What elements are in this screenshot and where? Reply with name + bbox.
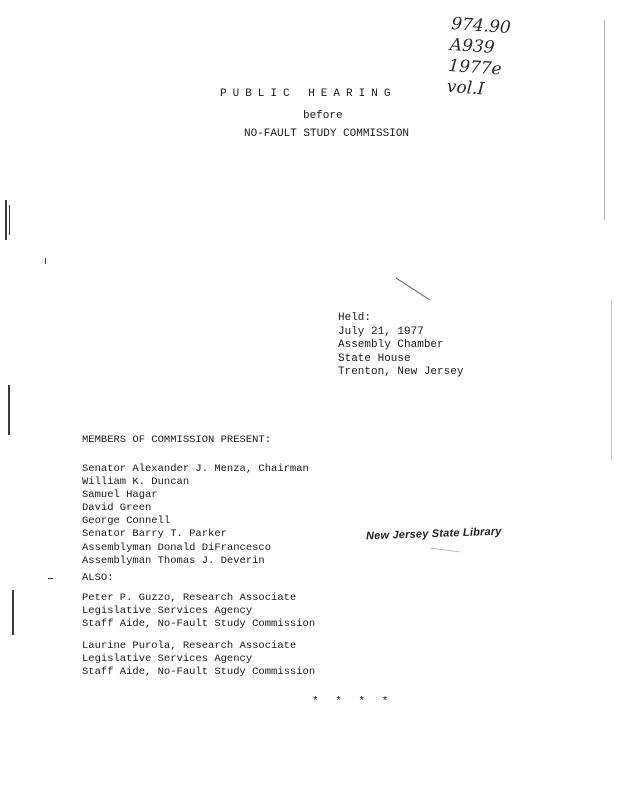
hearing-city: Trenton, New Jersey [338, 366, 464, 378]
end-mark: * * * * [312, 696, 394, 708]
hearing-date: July 21, 1977 [338, 325, 424, 338]
staff-entry [82, 640, 315, 679]
held-label: Held: [338, 312, 372, 324]
member-name: Senator Alexander J. Menza, Chairman [82, 463, 309, 475]
staff-role: Staff Aide, No-Fault Study Commission [82, 618, 316, 631]
hearing-place: Assembly Chamber [338, 339, 444, 351]
handwritten-line: 974.90 [450, 14, 512, 39]
staff-name: Laurine Purola, Research Associate [82, 640, 297, 652]
also-heading: ALSO: [82, 572, 114, 584]
member-name: William K. Duncan [82, 476, 190, 489]
members-heading: MEMBERS OF COMMISSION PRESENT: [82, 434, 272, 446]
library-stamp: New Jersey State Library [365, 525, 502, 543]
staff-agency: Legislative Services Agency [82, 653, 253, 666]
handwritten-line: A939 [449, 34, 496, 59]
handwritten-line: 1977e [447, 55, 503, 80]
member-name: Senator Barry T. Parker [82, 528, 227, 541]
staff-entry [82, 592, 315, 631]
commission-name: NO-FAULT STUDY COMMISSION [244, 128, 410, 140]
title-connector: before [303, 110, 343, 122]
hearing-details [338, 312, 463, 380]
member-name: David Green [82, 502, 152, 515]
staff-role: Staff Aide, No-Fault Study Commission [82, 666, 316, 679]
hearing-building: State House [338, 352, 411, 365]
handwritten-call-number [446, 14, 511, 102]
member-name: George Connell [82, 515, 171, 528]
member-name: Assemblyman Thomas J. Deverin [82, 554, 265, 567]
handwritten-line: vol.I [446, 76, 485, 100]
member-name: Assemblyman Donald DiFrancesco [82, 541, 272, 554]
staff-name: Peter P. Guzzo, Research Associate [82, 592, 297, 604]
members-list [82, 463, 309, 568]
document-title: PUBLIC HEARING [220, 88, 397, 100]
staff-agency: Legislative Services Agency [82, 605, 253, 618]
member-name: Samuel Hagar [82, 489, 158, 502]
